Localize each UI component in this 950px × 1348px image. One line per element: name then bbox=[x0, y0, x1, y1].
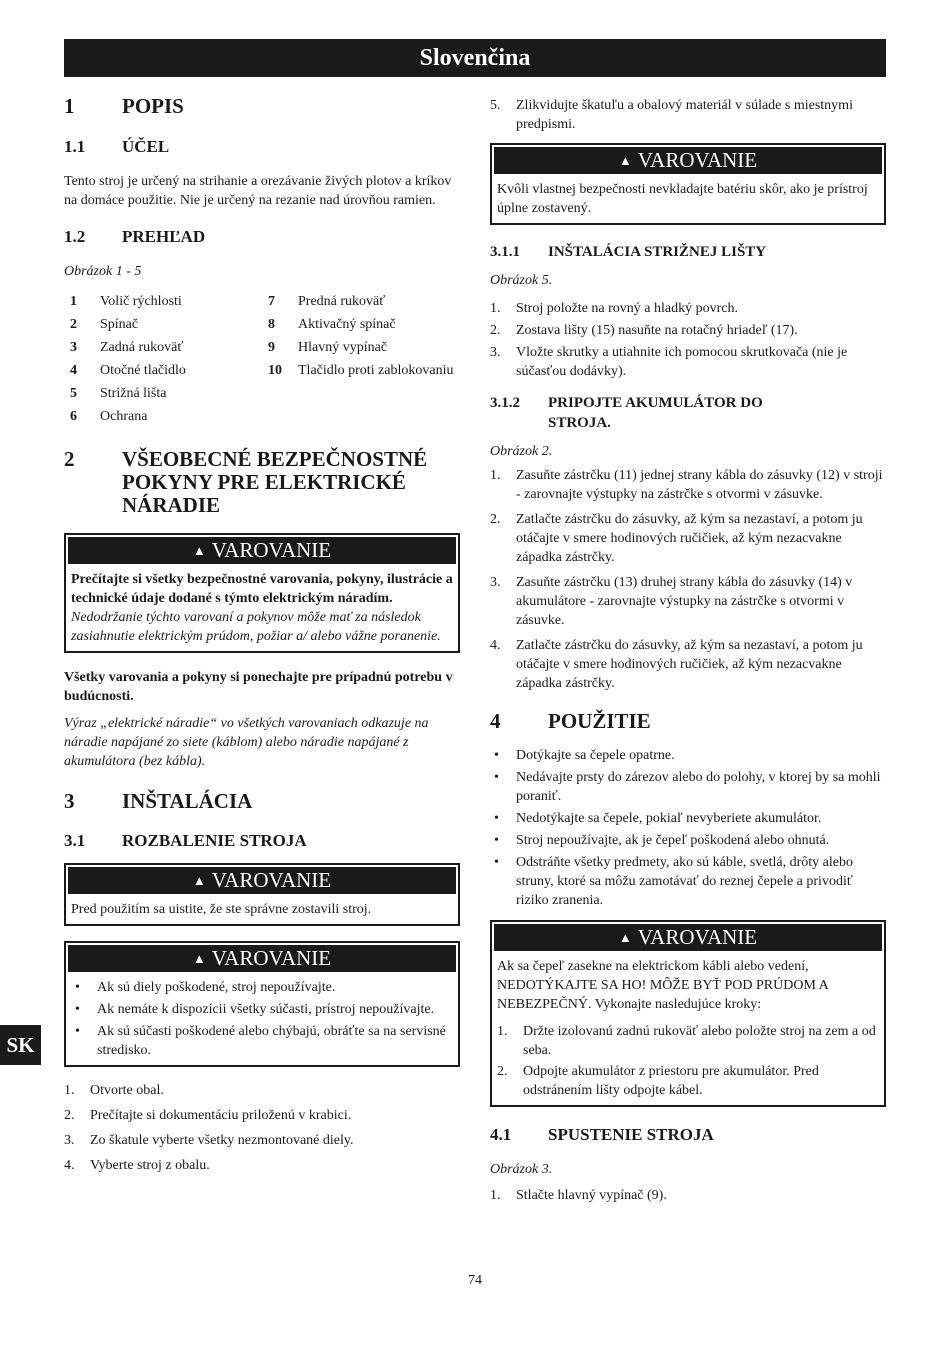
warning-title: VAROVANIE bbox=[211, 538, 332, 562]
list-item bbox=[490, 1186, 886, 1205]
part-row bbox=[262, 336, 460, 359]
warning-header bbox=[494, 924, 882, 951]
part-number: 4 bbox=[70, 363, 77, 378]
figure-reference: Obrázok 2. bbox=[490, 444, 553, 459]
section-title: INŠTALÁCIA bbox=[122, 789, 253, 813]
parts-column-right bbox=[262, 290, 460, 428]
part-name: Volič rýchlosti bbox=[100, 294, 182, 309]
warning-header bbox=[68, 537, 456, 564]
part-name: Spínač bbox=[100, 317, 139, 332]
list-text: Stroj položte na rovný a hladký povrch. bbox=[516, 301, 739, 316]
usage-bullet-list bbox=[490, 746, 886, 910]
power-tool-definition: Výraz „elektrické náradie“ vo všetkých varovaniach odkazuje na náradie napájané zo siete (káblom) alebo náradie napájané z akumulátora (bez kábla). bbox=[64, 716, 429, 769]
warning-header bbox=[68, 867, 456, 894]
part-row bbox=[64, 359, 262, 382]
section-number: 4.1 bbox=[490, 1125, 512, 1144]
list-text: Zlikvidujte škatuľu a obalový materiál v súlade s miestnymi predpismi. bbox=[516, 98, 853, 132]
bullet-icon: • bbox=[494, 811, 499, 826]
part-number: 8 bbox=[268, 317, 275, 332]
section-title: ROZBALENIE STROJA bbox=[122, 831, 307, 850]
part-name: Strižná lišta bbox=[100, 386, 167, 401]
list-text: Otvorte obal. bbox=[90, 1083, 164, 1098]
start-steps bbox=[490, 1186, 886, 1205]
list-marker: 3. bbox=[490, 345, 501, 360]
list-text: Zasuňte zástrčku (13) druhej strany kábla do zásuvky (14) v akumulátore - zarovnajte výstupky na zástrčke s otvormi v zásuvke. bbox=[516, 575, 853, 628]
bullet-item bbox=[490, 853, 886, 910]
warning-body: Kvôli vlastnej bezpečnosti nevkladajte batériu skôr, ako je prístroj úplne zostavený. bbox=[497, 182, 868, 216]
list-text: Zo škatule vyberte všetky nezmontované diely. bbox=[90, 1133, 354, 1148]
part-number: 2 bbox=[70, 317, 77, 332]
warning-box-battery bbox=[490, 143, 886, 225]
bullet-item bbox=[490, 768, 886, 806]
list-item bbox=[490, 343, 886, 381]
part-row bbox=[64, 290, 262, 313]
section-title: INŠTALÁCIA STRIŽNEJ LIŠTY bbox=[548, 244, 767, 260]
section-1-2-heading bbox=[64, 227, 460, 247]
part-number: 5 bbox=[70, 386, 77, 401]
list-marker: 3. bbox=[64, 1133, 75, 1148]
warning-title: VAROVANIE bbox=[211, 946, 332, 970]
section-3-1-heading bbox=[64, 831, 460, 851]
warning-bullet-list bbox=[66, 974, 458, 1065]
section-number: 3.1 bbox=[64, 831, 86, 850]
part-row bbox=[262, 313, 460, 336]
warning-box-assembly bbox=[64, 863, 460, 926]
list-marker: 2. bbox=[64, 1108, 75, 1123]
list-marker: 2. bbox=[490, 323, 501, 338]
bullet-text: Nedotýkajte sa čepele, pokiaľ nevyberiete akumulátor. bbox=[516, 811, 822, 826]
list-item bbox=[64, 1081, 460, 1100]
list-marker: 3. bbox=[490, 575, 501, 590]
warning-box-parts bbox=[64, 941, 460, 1067]
warning-steps bbox=[497, 1022, 879, 1100]
bullet-icon: • bbox=[75, 1002, 80, 1017]
list-marker: 4. bbox=[64, 1158, 75, 1173]
warning-triangle-icon: ▲ bbox=[192, 873, 206, 888]
section-title: POPIS bbox=[122, 94, 184, 118]
bullet-item bbox=[490, 809, 886, 828]
warning-triangle-icon: ▲ bbox=[618, 930, 632, 945]
list-item bbox=[490, 466, 886, 504]
part-name: Ochrana bbox=[100, 409, 148, 424]
bullet-text: Stroj nepoužívajte, ak je čepeľ poškodená alebo ohnutá. bbox=[516, 833, 830, 848]
bullet-text: Ak sú súčasti poškodené alebo chýbajú, obráťte sa na servisné stredisko. bbox=[97, 1024, 446, 1058]
warning-title: VAROVANIE bbox=[637, 925, 758, 949]
list-item bbox=[497, 1022, 879, 1060]
warning-bold-text: Prečítajte si všetky bezpečnostné varovania, pokyny, ilustrácie a technické údaje dodané s týmto elektrickým náradím. bbox=[71, 572, 453, 606]
part-name: Aktivačný spínač bbox=[298, 317, 396, 332]
bullet-text: Ak nemáte k dispozícii všetky súčasti, prístroj nepoužívajte. bbox=[97, 1002, 435, 1017]
section-number: 1.1 bbox=[64, 137, 86, 156]
warning-title: VAROVANIE bbox=[211, 868, 332, 892]
bullet-icon: • bbox=[494, 855, 499, 870]
section-title: POUŽITIE bbox=[548, 709, 651, 733]
list-item bbox=[64, 1106, 460, 1125]
section-1-1-heading bbox=[64, 137, 460, 157]
right-column bbox=[490, 96, 886, 1205]
list-text: Zatlačte zástrčku do zásuvky, až kým sa nezastaví, a potom ju otáčajte v smere hodinových ručičiek, až kým nezacvakne západka zástrčky. bbox=[516, 638, 863, 691]
part-row bbox=[64, 405, 262, 428]
list-item bbox=[64, 1156, 460, 1175]
section-1-heading bbox=[64, 95, 460, 118]
language-banner: Slovenčina bbox=[64, 39, 886, 77]
section-title: SPUSTENIE STROJA bbox=[548, 1125, 714, 1144]
unpack-step-5 bbox=[490, 96, 886, 134]
warning-header bbox=[68, 945, 456, 972]
section-number: 2 bbox=[64, 447, 75, 471]
warning-box-cable bbox=[490, 920, 886, 1107]
language-side-tab: SK bbox=[0, 1025, 41, 1065]
part-number: 3 bbox=[70, 340, 77, 355]
warning-triangle-icon: ▲ bbox=[618, 153, 632, 168]
list-marker: 4. bbox=[490, 638, 501, 653]
section-4-1-heading bbox=[490, 1125, 886, 1145]
list-item bbox=[497, 1062, 879, 1100]
bullet-item bbox=[71, 1022, 453, 1060]
warning-triangle-icon: ▲ bbox=[192, 951, 206, 966]
figure-reference: Obrázok 1 - 5 bbox=[64, 264, 142, 279]
bullet-item bbox=[490, 746, 886, 765]
list-marker: 1. bbox=[490, 1188, 501, 1203]
section-number: 3 bbox=[64, 789, 75, 813]
list-text: Prečítajte si dokumentáciu priloženú v krabici. bbox=[90, 1108, 352, 1123]
section-number: 4 bbox=[490, 709, 501, 733]
warning-text: Ak sa čepeľ zasekne na elektrickom kábli alebo vedení, NEDOTÝKAJTE SA HO! MÔŽE BYŤ POD PRÚDOM A NEBEZPEČNÝ. Vykonajte nasledujúce kroky: bbox=[497, 959, 828, 1012]
section-3-1-1-heading bbox=[490, 242, 886, 262]
section-number: 3.1.1 bbox=[490, 244, 520, 260]
bullet-text: Nedávajte prsty do zárezov alebo do polohy, v ktorej by sa mohli poraniť. bbox=[516, 770, 881, 804]
list-item bbox=[490, 299, 886, 318]
left-column bbox=[64, 92, 460, 1175]
section-number: 3.1.2 bbox=[490, 395, 520, 411]
part-number: 6 bbox=[70, 409, 77, 424]
section-title: PRIPOJTE AKUMULÁTOR DO STROJA. bbox=[548, 395, 763, 431]
bullet-text: Odstráňte všetky predmety, ako sú káble, svetlá, drôty alebo struny, ktoré sa môžu zamotávať do reznej čepele a privodiť riziko zranenia. bbox=[516, 855, 853, 908]
list-text: Zostava lišty (15) nasuňte na rotačný hriadeľ (17). bbox=[516, 323, 798, 338]
part-row bbox=[64, 382, 262, 405]
part-row bbox=[64, 313, 262, 336]
warning-title: VAROVANIE bbox=[637, 148, 758, 172]
bullet-icon: • bbox=[494, 748, 499, 763]
page-number: 74 bbox=[468, 1273, 482, 1288]
section-number: 1 bbox=[64, 94, 75, 118]
part-name: Predná rukoväť bbox=[298, 294, 386, 309]
section-title: VŠEOBECNÉ BEZPEČNOSTNÉ POKYNY PRE ELEKTRICKÉ NÁRADIE bbox=[122, 447, 428, 517]
part-row bbox=[64, 336, 262, 359]
section-number: 1.2 bbox=[64, 227, 86, 246]
part-name: Zadná rukoväť bbox=[100, 340, 184, 355]
bullet-icon: • bbox=[75, 980, 80, 995]
list-text: Zatlačte zástrčku do zásuvky, až kým sa nezastaví, a potom ju otáčajte v smere hodinových ručičiek, až kým nezacvakne západka zástrčky. bbox=[516, 512, 863, 565]
warning-body: Pred použitím sa uistite, že ste správne zostavili stroj. bbox=[71, 902, 372, 917]
list-marker: 1. bbox=[64, 1083, 75, 1098]
figure-reference: Obrázok 5. bbox=[490, 273, 553, 288]
warning-italic-text: Nedodržanie týchto varovaní a pokynov môže mať za následok zasiahnutie elektrickým prúdom, požiar a/ alebo vážne poranenie. bbox=[71, 610, 441, 644]
list-marker: 2. bbox=[490, 512, 501, 527]
list-item bbox=[490, 636, 886, 693]
list-item bbox=[490, 510, 886, 567]
section-3-1-2-heading bbox=[490, 393, 886, 433]
part-number: 1 bbox=[70, 294, 77, 309]
warning-box bbox=[64, 533, 460, 653]
list-text: Vložte skrutky a utiahnite ich pomocou skrutkovača (nie je súčasťou dodávky). bbox=[516, 345, 848, 379]
warning-body bbox=[66, 566, 458, 651]
part-name: Hlavný vypínač bbox=[298, 340, 388, 355]
warning-header bbox=[494, 147, 882, 174]
list-marker: 2. bbox=[497, 1064, 508, 1079]
list-item bbox=[490, 321, 886, 340]
list-text: Stlačte hlavný vypínač (9). bbox=[516, 1188, 667, 1203]
part-number: 9 bbox=[268, 340, 275, 355]
list-item bbox=[490, 96, 886, 134]
bullet-item bbox=[71, 1000, 453, 1019]
bullet-icon: • bbox=[494, 770, 499, 785]
bullet-item bbox=[490, 831, 886, 850]
bullet-icon: • bbox=[75, 1024, 80, 1039]
list-text: Zasuňte zástrčku (11) jednej strany kábla do zásuvky (12) v stroji - zarovnajte výstupky na zástrčke s otvormi v zásuvke. bbox=[516, 468, 883, 502]
warning-body bbox=[492, 953, 884, 1105]
battery-connect-steps bbox=[490, 466, 886, 693]
figure-reference: Obrázok 3. bbox=[490, 1162, 553, 1177]
list-text: Odpojte akumulátor z priestoru pre akumulátor. Pred odstránením lišty odpojte kábel. bbox=[523, 1064, 819, 1098]
section-3-heading bbox=[64, 790, 460, 813]
part-row bbox=[262, 290, 460, 313]
part-number: 7 bbox=[268, 294, 275, 309]
part-row bbox=[262, 359, 460, 382]
part-name: Otočné tlačidlo bbox=[100, 363, 186, 378]
list-marker: 5. bbox=[490, 98, 501, 113]
warning-triangle-icon: ▲ bbox=[192, 543, 206, 558]
bullet-icon: • bbox=[494, 833, 499, 848]
bullet-text: Dotýkajte sa čepele opatrne. bbox=[516, 748, 675, 763]
part-name: Tlačidlo proti zablokovaniu bbox=[298, 363, 454, 378]
parts-column-left bbox=[64, 290, 262, 428]
list-marker: 1. bbox=[490, 301, 501, 316]
keep-instructions: Všetky varovania a pokyny si ponechajte pre prípadnú potrebu v budúcnosti. bbox=[64, 670, 453, 704]
unpack-steps-list bbox=[64, 1081, 460, 1175]
bullet-item bbox=[71, 978, 453, 997]
list-item bbox=[490, 573, 886, 630]
list-marker: 1. bbox=[490, 468, 501, 483]
section-title: ÚČEL bbox=[122, 137, 170, 156]
section-title: PREHĽAD bbox=[122, 227, 206, 246]
bullet-text: Ak sú diely poškodené, stroj nepoužívajte. bbox=[97, 980, 336, 995]
section-4-heading bbox=[490, 710, 886, 733]
list-marker: 1. bbox=[497, 1024, 508, 1039]
list-item bbox=[64, 1131, 460, 1150]
section-2-heading bbox=[64, 448, 460, 517]
parts-list bbox=[64, 290, 460, 428]
list-text: Vyberte stroj z obalu. bbox=[90, 1158, 210, 1173]
blade-install-steps bbox=[490, 299, 886, 381]
part-number: 10 bbox=[268, 363, 282, 378]
list-text: Držte izolovanú zadnú rukoväť alebo položte stroj na zem a od seba. bbox=[523, 1024, 876, 1058]
purpose-paragraph: Tento stroj je určený na strihanie a orezávanie živých plotov a kríkov na domáce použitie. Nie je určený na rezanie nad úrovňou ramien. bbox=[64, 174, 452, 208]
